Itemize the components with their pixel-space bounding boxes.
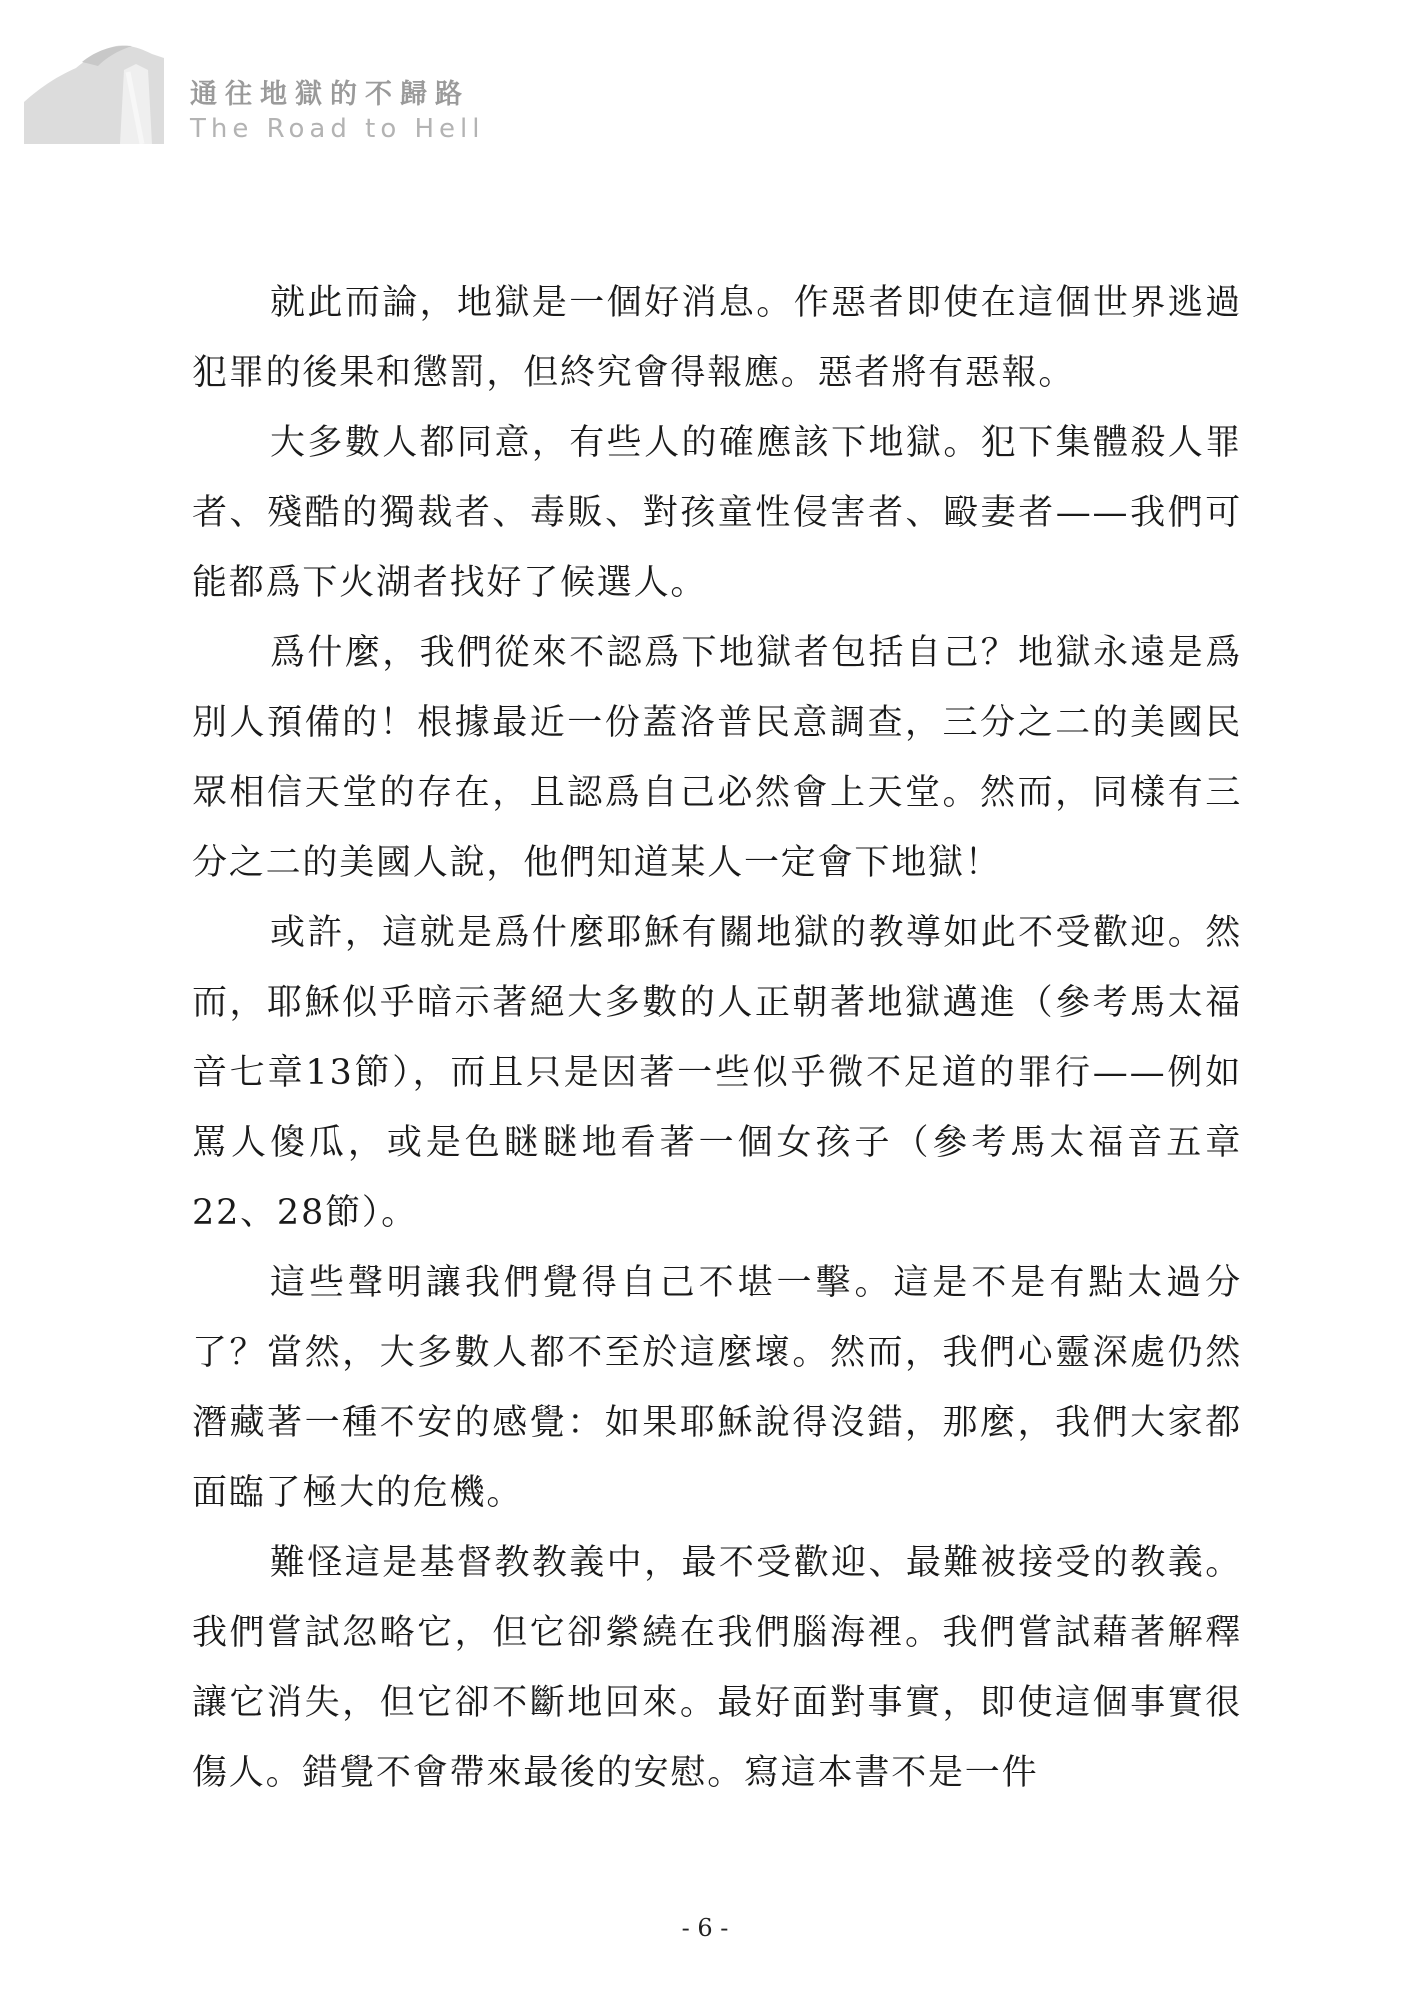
paragraph: 大多數人都同意，有些人的確應該下地獄。犯下集體殺人罪者、殘酷的獨裁者、毒販、對孩童性侵害者、毆妻者——我們可能都爲下火湖者找好了候選人。	[192, 423, 1242, 603]
paragraph: 就此而論，地獄是一個好消息。作惡者即使在這個世界逃過犯罪的後果和懲罰，但終究會得報應。惡者將有惡報。	[192, 283, 1242, 393]
mountain-cliff-logo-icon	[24, 40, 164, 144]
paragraph: 這些聲明讓我們覺得自己不堪一擊。這是不是有點太過分了？當然，大多數人都不至於這麼壞。然而，我們心靈深處仍然潛藏著一種不安的感覺：如果耶穌說得沒錯，那麼，我們大家都面臨了極大的危機。	[192, 1263, 1242, 1513]
paragraph: 難怪這是基督教教義中，最不受歡迎、最難被接受的教義。我們嘗試忽略它，但它卻縈繞在我們腦海裡。我們嘗試藉著解釋讓它消失，但它卻不斷地回來。最好面對事實，即使這個事實很傷人。錯覺不會帶來最後的安慰。寫這本書不是一件	[192, 1543, 1242, 1793]
paragraph: 或許，這就是爲什麼耶穌有關地獄的教導如此不受歡迎。然而，耶穌似乎暗示著絕大多數的人正朝著地獄邁進（參考馬太福音七章13節），而且只是因著一些似乎微不足道的罪行——例如罵人傻瓜，或是色瞇瞇地看著一個女孩子（參考馬太福音五章22、28節）。	[192, 913, 1242, 1233]
page-number: - 6 -	[681, 1914, 729, 1942]
header-title-zh: 通往地獄的不歸路	[190, 79, 470, 110]
paragraph: 爲什麼，我們從來不認爲下地獄者包括自己？地獄永遠是爲別人預備的！根據最近一份蓋洛普民意調查，三分之二的美國民眾相信天堂的存在，且認爲自己必然會上天堂。然而，同樣有三分之二的美國人說，他們知道某人一定會下地獄！	[192, 633, 1242, 883]
body-text	[192, 268, 1242, 1808]
header-title-en: The Road to Hell	[190, 114, 485, 144]
running-header	[24, 40, 544, 150]
